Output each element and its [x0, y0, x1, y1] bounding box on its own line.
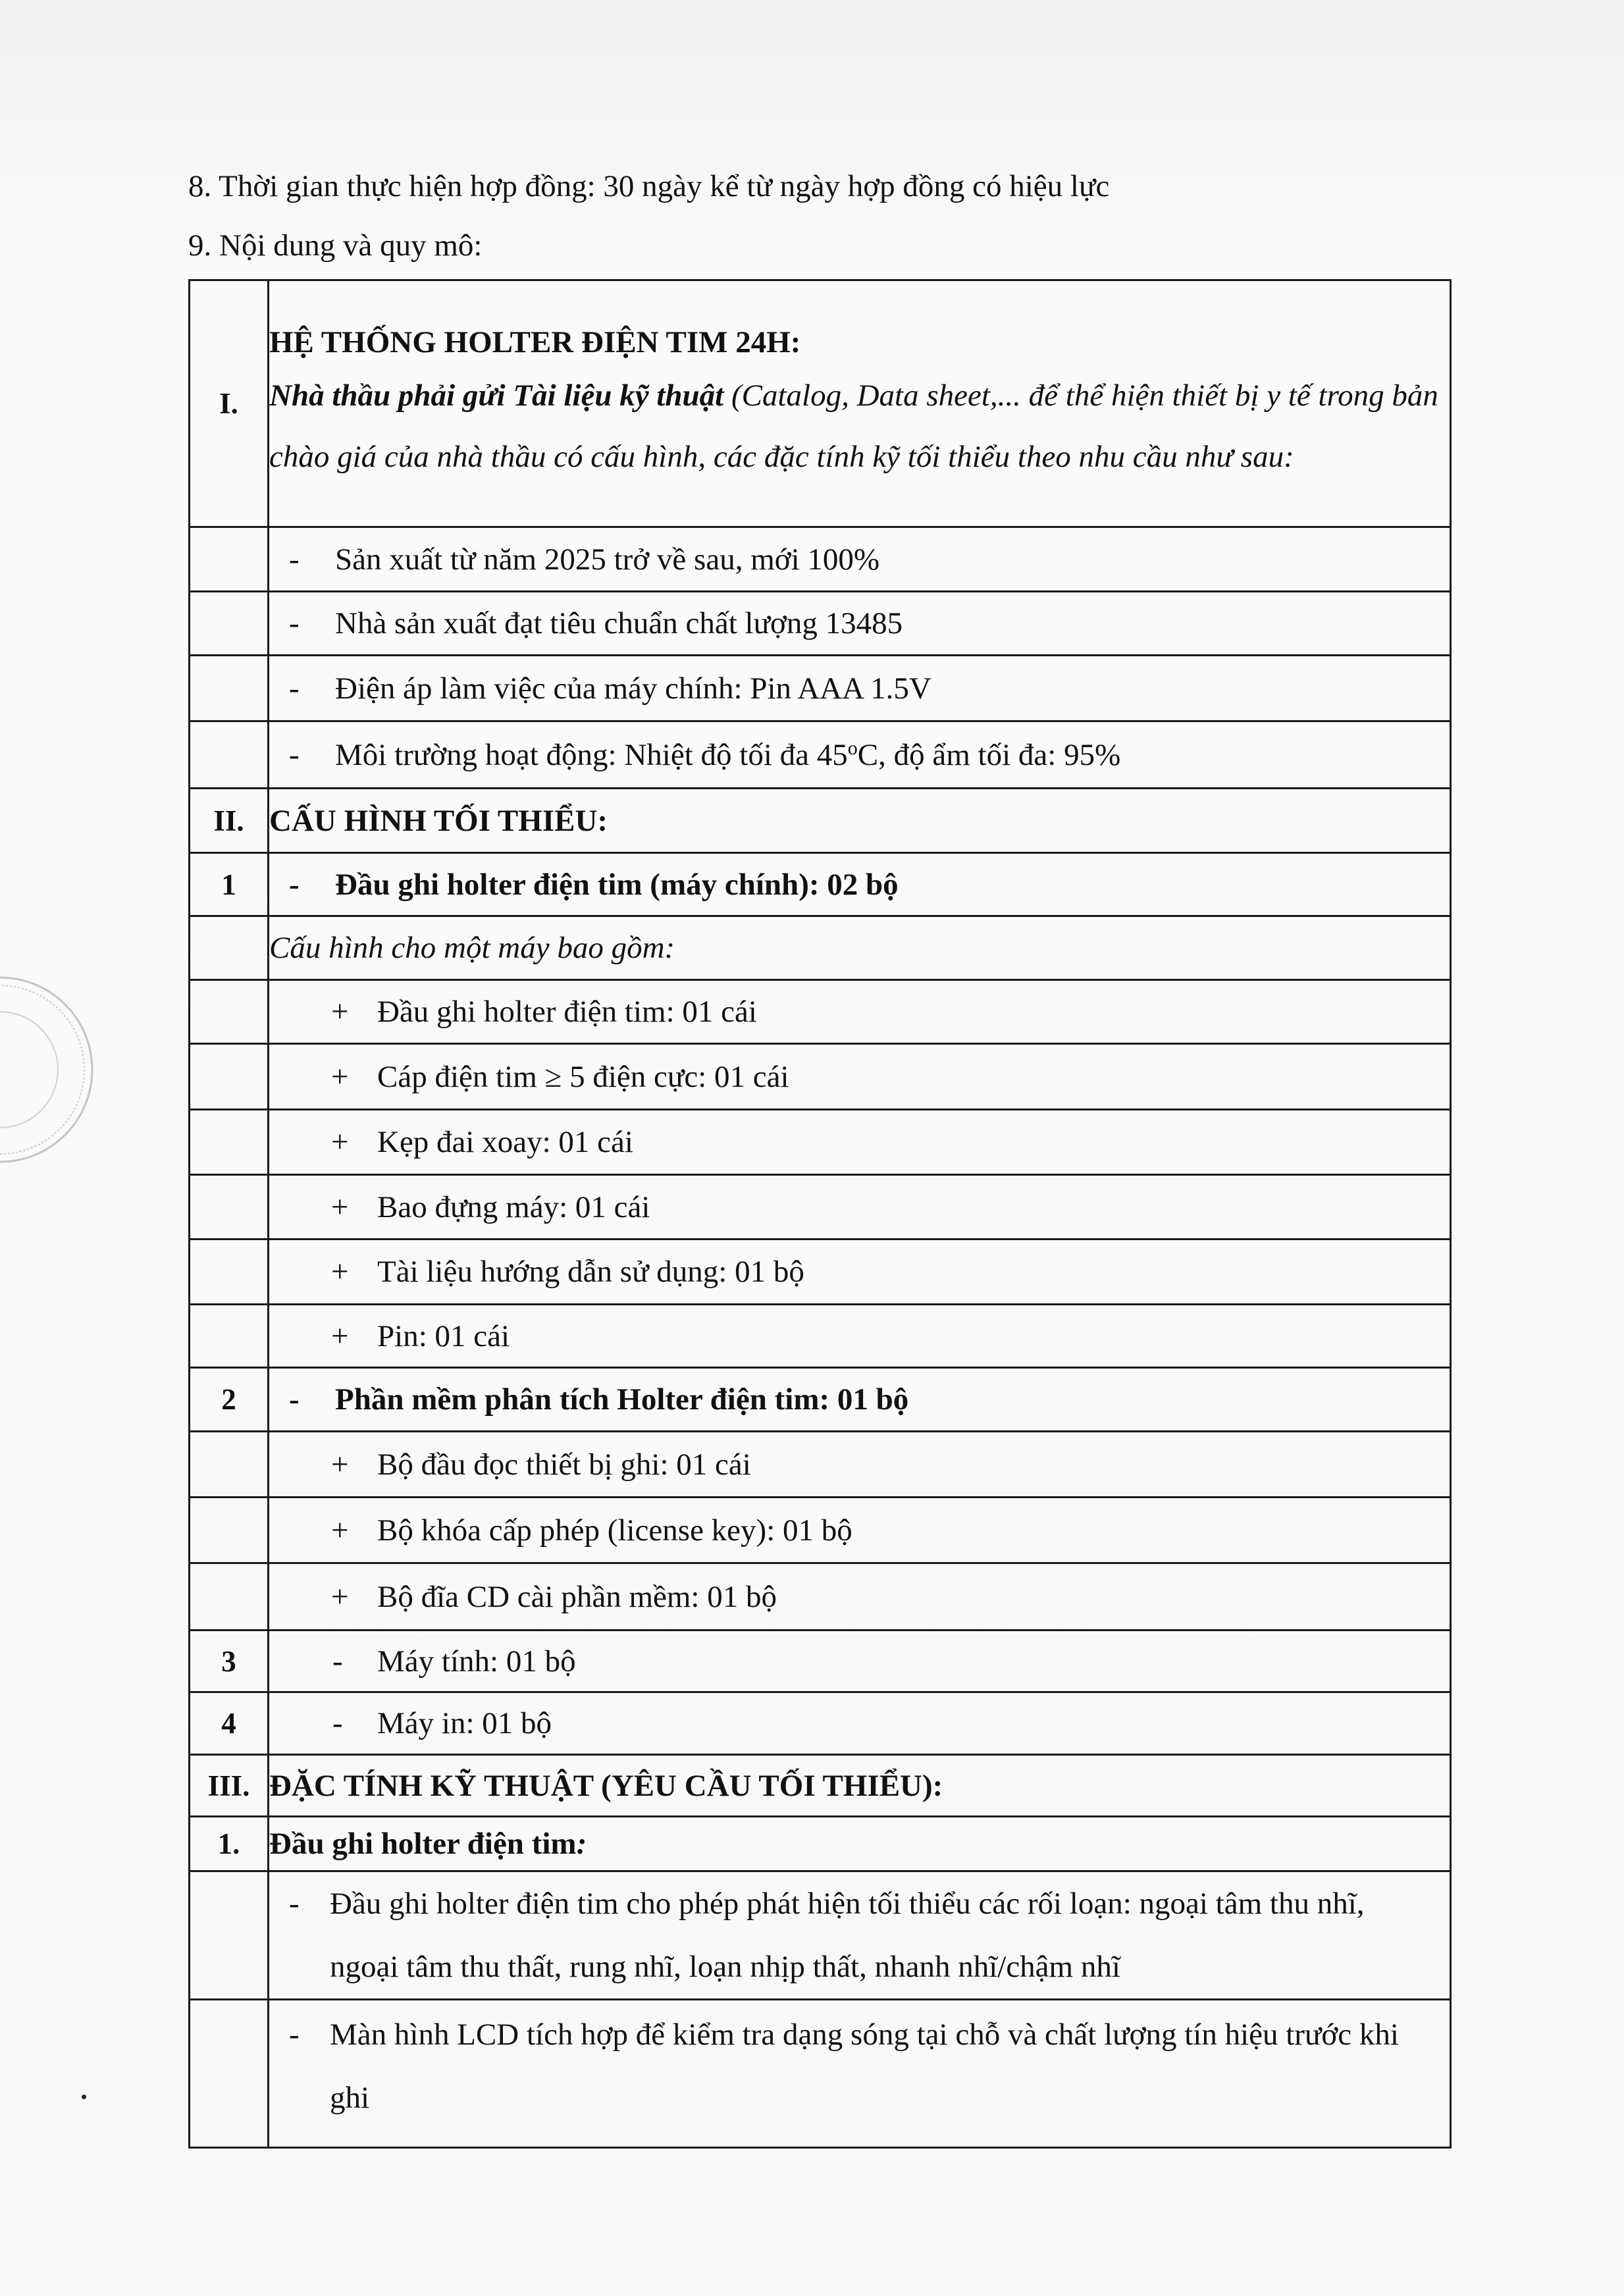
component-row [190, 1305, 1451, 1368]
dash-bullet: - [289, 867, 300, 902]
subsection-1-row [190, 1817, 1451, 1871]
component-text: Đầu ghi holter điện tim: 01 cái [377, 995, 757, 1029]
plus-bullet: + [331, 1447, 349, 1482]
group-number: 4 [190, 1692, 269, 1755]
requirement-row [190, 2000, 1451, 2148]
plus-bullet: + [331, 1125, 349, 1159]
spec-text: Điện áp làm việc của máy chính: Pin AAA 1.5V [335, 671, 931, 706]
plus-bullet: + [331, 1513, 349, 1548]
subsection-title: Đầu ghi holter điện tim [269, 1827, 577, 1861]
component-text: Bộ đầu đọc thiết bị ghi: 01 cái [377, 1447, 751, 1482]
requirement-row [190, 1871, 1451, 2000]
plus-bullet: + [331, 1579, 349, 1614]
component-row [190, 1044, 1451, 1110]
plus-bullet: + [331, 1255, 349, 1289]
spec-row [190, 656, 1451, 721]
group-number: 3 [190, 1631, 269, 1692]
component-text: Cáp điện tim ≥ 5 điện cực: 01 cái [377, 1059, 789, 1094]
section-1-heading-cell [269, 280, 1451, 527]
group-3-row [190, 1631, 1451, 1692]
plus-bullet: + [331, 995, 349, 1029]
section-number: III. [190, 1755, 269, 1817]
section-1-header-row [190, 280, 1451, 527]
section-number: I. [190, 280, 269, 527]
section-title: CẤU HÌNH TỐI THIỂU: [269, 789, 1451, 853]
component-text: Bao đựng máy: 01 cái [377, 1189, 650, 1224]
section-3-header-row [190, 1755, 1451, 1817]
group-title: Đầu ghi holter điện tim (máy chính): 02 bộ [335, 867, 899, 902]
component-text: Bộ đĩa CD cài phần mềm: 01 bộ [377, 1579, 777, 1614]
component-row [190, 1432, 1451, 1498]
intro-bold-text: Nhà thầu phải gửi Tài liệu kỹ thuật [269, 378, 724, 413]
section-title: ĐẶC TÍNH KỸ THUẬT (YÊU CẦU TỐI THIỂU): [269, 1755, 1451, 1817]
plus-bullet: + [331, 1059, 349, 1094]
spec-text: Nhà sản xuất đạt tiêu chuẩn chất lượng 13485 [335, 606, 903, 640]
dash-bullet: - [289, 1382, 300, 1417]
component-row [190, 1239, 1451, 1305]
degree-sign: o [847, 737, 858, 759]
group-1-subtitle-row [190, 916, 1451, 980]
group-1-row [190, 853, 1451, 916]
group-title: Phần mềm phân tích Holter điện tim: 01 bộ [335, 1382, 909, 1417]
spec-text-env-suffix: C, độ ẩm tối đa: 95% [857, 737, 1121, 772]
dash-bullet: - [289, 2018, 300, 2052]
dash-bullet: - [332, 1644, 343, 1679]
dash-bullet: - [289, 737, 300, 772]
spec-text: Sản xuất từ năm 2025 trở về sau, mới 100% [335, 542, 880, 577]
plus-bullet: + [331, 1189, 349, 1224]
dash-bullet: - [289, 542, 300, 577]
component-row [190, 1563, 1451, 1631]
section-2-header-row [190, 789, 1451, 853]
group-number: 1 [190, 853, 269, 916]
dash-bullet: - [289, 606, 300, 640]
spec-row [190, 592, 1451, 656]
requirement-text: Màn hình LCD tích hợp để kiểm tra dạng sóng tại chỗ và chất lượng tín hiệu trước khi ghi [330, 2018, 1399, 2115]
group-4-row [190, 1692, 1451, 1755]
component-text: Bộ khóa cấp phép (license key): 01 bộ [377, 1513, 852, 1548]
component-row [190, 1110, 1451, 1175]
item-9-content-scope: 9. Nội dung và quy mô: [188, 228, 483, 263]
dash-bullet: - [289, 671, 300, 706]
group-2-row [190, 1368, 1451, 1432]
section-title: HỆ THỐNG HOLTER ĐIỆN TIM 24H: [269, 325, 801, 359]
requirement-text: Đầu ghi holter điện tim cho phép phát hiện tối thiểu các rối loạn: ngoại tâm thu nhĩ, ngoại tâm thu thất, rung nhĩ, loạn nhịp thất, nhanh nhĩ/chậm nhĩ [330, 1887, 1365, 1984]
component-row [190, 1175, 1451, 1239]
section-number: II. [190, 789, 269, 853]
spec-row [190, 721, 1451, 789]
subsection-colon: : [576, 1827, 587, 1861]
specification-table [188, 279, 1452, 2149]
component-text: Pin: 01 cái [377, 1318, 510, 1353]
component-text: Tài liệu hướng dẫn sử dụng: 01 bộ [377, 1255, 804, 1289]
group-title: Máy tính: 01 bộ [377, 1644, 576, 1679]
spec-row [190, 527, 1451, 592]
group-title: Máy in: 01 bộ [377, 1706, 552, 1740]
plus-bullet: + [331, 1318, 349, 1353]
subsection-number: 1. [190, 1817, 269, 1871]
dash-bullet: - [289, 1887, 300, 1921]
group-number: 2 [190, 1368, 269, 1432]
intro-italic-text: (Catalog, Data sheet,... để thể hiện thiết bị y tế trong bản chào giá của nhà thầu có cấu hình, các đặc tính kỹ tối thiểu theo nhu cầu như sau: [269, 378, 1438, 474]
item-8-contract-duration: 8. Thời gian thực hiện hợp đồng: 30 ngày kể từ ngày hợp đồng có hiệu lực [188, 169, 1110, 203]
dash-bullet: - [332, 1706, 343, 1740]
group-subtitle: Cấu hình cho một máy bao gồm: [269, 916, 1451, 980]
component-text: Kẹp đai xoay: 01 cái [377, 1125, 633, 1159]
component-row [190, 1498, 1451, 1563]
component-row [190, 980, 1451, 1044]
spec-text-env-prefix: Môi trường hoạt động: Nhiệt độ tối đa 45 [335, 737, 848, 772]
